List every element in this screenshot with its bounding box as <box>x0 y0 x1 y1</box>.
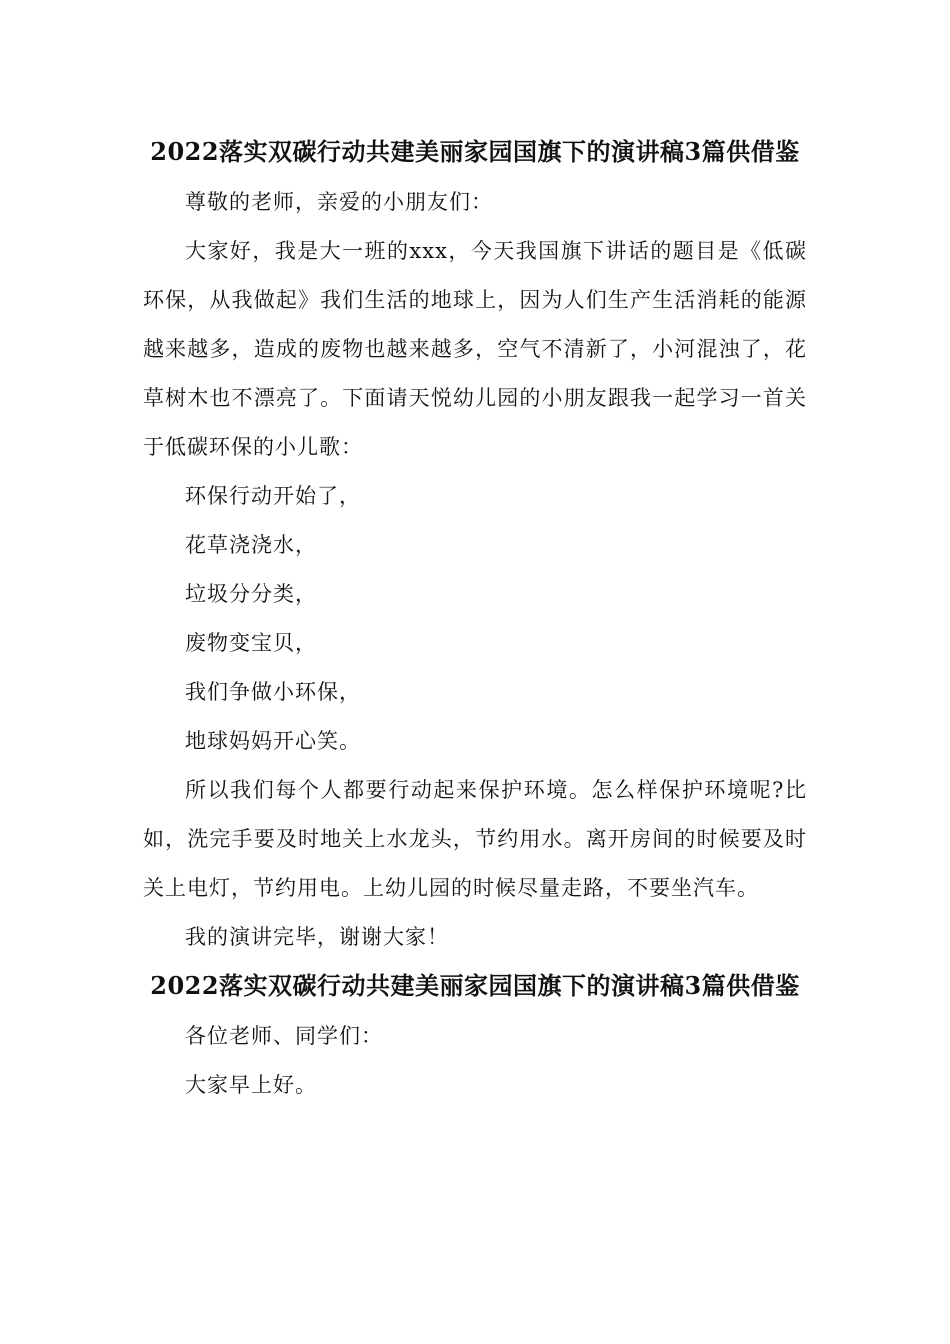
document-title: 2022落实双碳行动共建美丽家园国旗下的演讲稿3篇供借鉴 <box>150 137 800 166</box>
song-line: 环保行动开始了， <box>185 484 361 508</box>
song-line: 地球妈妈开心笑。 <box>185 729 361 753</box>
document-title: 2022落实双碳行动共建美丽家园国旗下的演讲稿3篇供借鉴 <box>150 971 800 1000</box>
greeting-paragraph: 尊敬的老师，亲爱的小朋友们： <box>185 190 493 214</box>
speech-title-2 <box>143 962 807 1010</box>
body-paragraph: 大家早上好。 <box>185 1073 317 1097</box>
song-line: 花草浇浇水， <box>185 533 317 557</box>
greeting-paragraph: 各位老师、同学们： <box>185 1024 383 1048</box>
body-paragraph: 所以我们每个人都要行动起来保护环境。怎么样保护环境呢?比如，洗完手要及时地关上水龙头，节约用水。离开房间的时候要及时关上电灯，节约用电。上幼儿园的时候尽量走路，不要坐汽车。 <box>143 778 807 900</box>
song-line: 我们争做小环保， <box>185 680 361 704</box>
closing-paragraph: 我的演讲完毕，谢谢大家！ <box>185 925 449 949</box>
document-body <box>143 128 807 1110</box>
song-line: 废物变宝贝， <box>185 631 317 655</box>
intro-paragraph: 大家好，我是大一班的xxx，今天我国旗下讲话的题目是《低碳环保，从我做起》我们生活的地球上，因为人们生产生活消耗的能源越来越多，造成的废物也越来越多，空气不清新了，小河混浊了，花草树木也不漂亮了。下面请天悦幼儿园的小朋友跟我一起学习一首关于低碳环保的小儿歌： <box>143 239 807 459</box>
speech-title-1 <box>143 128 807 176</box>
song-line: 垃圾分分类， <box>185 582 317 606</box>
